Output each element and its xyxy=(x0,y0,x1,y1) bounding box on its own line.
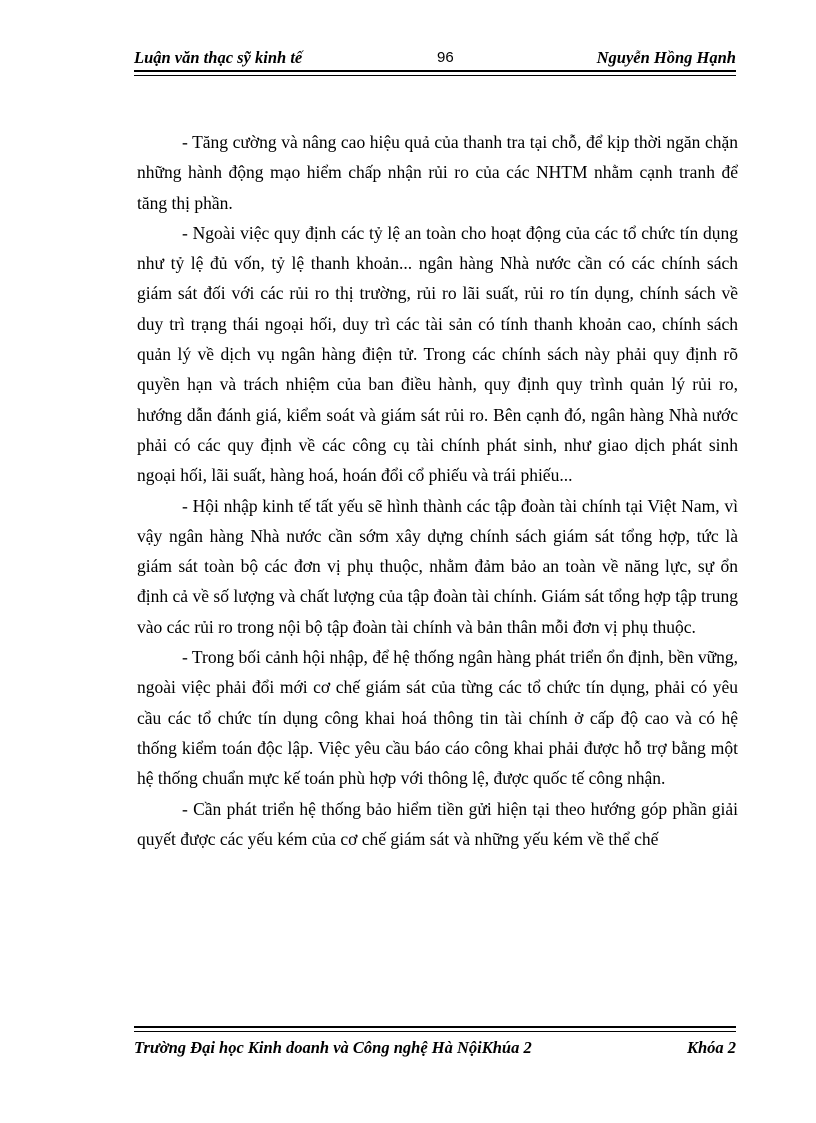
page-header xyxy=(134,44,736,74)
paragraph: - Tăng cường và nâng cao hiệu quả của thanh tra tại chỗ, để kịp thời ngăn chặn những hành động mạo hiểm chấp nhận rủi ro của các NHTM nhằm cạnh tranh để tăng thị phần. xyxy=(137,132,738,213)
paragraph: - Ngoài việc quy định các tỷ lệ an toàn cho hoạt động của các tổ chức tín dụng như tỷ lệ đủ vốn, tỷ lệ thanh khoản... ngân hàng Nhà nước cần có các chính sách giám sát đối với các rủi ro thị trường, rủi ro lãi suất, rủi ro tín dụng, chính sách về duy trì trạng thái ngoại hối, duy trì các tài sản có tính thanh khoản cao, chính sách quản lý về dịch vụ ngân hàng điện tử. Trong các chính sách này phải quy định rõ quyền hạn và trách nhiệm của ban điều hành, quy định quy trình quản lý rủi ro, hướng dẫn đánh giá, kiểm soát và giám sát rủi ro. Bên cạnh đó, ngân hàng Nhà nước phải có các quy định về các công cụ tài chính phát sinh, như giao dịch phát sinh ngoại hối, lãi suất, hàng hoá, hoán đổi cổ phiếu và trái phiếu... xyxy=(137,222,738,486)
header-divider xyxy=(134,70,736,76)
page-number: 96 xyxy=(437,49,454,66)
page-footer xyxy=(134,1026,736,1066)
paragraph: - Cần phát triển hệ thống bảo hiểm tiền gửi hiện tại theo hướng góp phần giải quyết được các yếu kém của cơ chế giám sát và những yếu kém về thể chế xyxy=(137,798,738,849)
paragraph: - Trong bối cảnh hội nhập, để hệ thống ngân hàng phát triển ổn định, bền vững, ngoài việc phải đổi mới cơ chế giám sát của từng các tổ chức tín dụng, phải có yêu cầu các tổ chức tín dụng công khai hoá thông tin tài chính ở cấp độ cao và có hệ thống kiểm toán độc lập. Việc yêu cầu báo cáo công khai phải được hỗ trợ bằng một hệ thống chuẩn mực kế toán phù hợp với thông lệ, được quốc tế công nhận. xyxy=(137,647,738,789)
thesis-type: Luận văn thạc sỹ kinh tế xyxy=(134,48,303,67)
university-name: Trường Đại học Kinh doanh và Công nghệ Hà NộiKhúa 2 xyxy=(134,1038,532,1057)
footer-divider xyxy=(134,1026,736,1032)
paragraph: - Hội nhập kinh tế tất yếu sẽ hình thành các tập đoàn tài chính tại Việt Nam, vì vậy ngân hàng Nhà nước cần sớm xây dựng chính sách giám sát tổng hợp, tức là giám sát toàn bộ các đơn vị phụ thuộc, nhằm đảm bảo an toàn về năng lực, sự ổn định cả về số lượng và chất lượng của tập đoàn tài chính. Giám sát tổng hợp tập trung vào các rủi ro trong nội bộ tập đoàn tài chính và bản thân mỗi đơn vị phụ thuộc. xyxy=(137,495,738,637)
main-text xyxy=(137,127,738,854)
author-name: Nguyễn Hồng Hạnh xyxy=(596,48,736,67)
course-label: Khóa 2 xyxy=(686,1038,736,1057)
